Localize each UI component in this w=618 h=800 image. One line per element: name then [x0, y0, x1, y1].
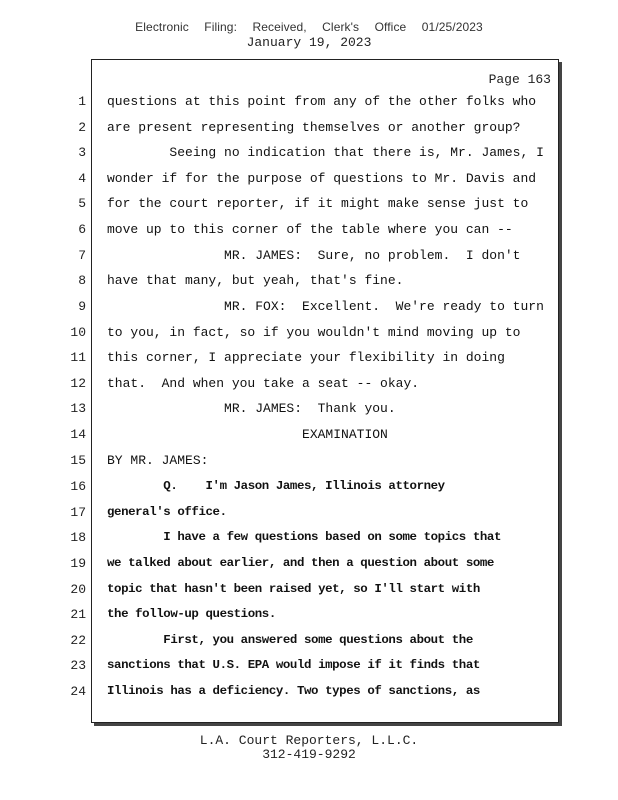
transcript-line: move up to this corner of the table where you can -- — [107, 222, 513, 237]
line-number: 2 — [78, 120, 86, 135]
line-number: 19 — [70, 556, 86, 571]
hearing-date: January 19, 2023 — [246, 35, 372, 50]
filing-stamp-word-office: Office — [374, 20, 407, 34]
line-number: 5 — [78, 196, 86, 211]
filing-stamp-word-electronic: Electronic — [135, 20, 189, 34]
transcript-line: we talked about earlier, and then a question about some — [107, 556, 494, 570]
line-number: 12 — [70, 376, 86, 391]
line-number: 4 — [78, 171, 86, 186]
line-number: 8 — [78, 273, 86, 288]
transcript-line: the follow-up questions. — [107, 607, 276, 621]
transcript-line: general's office. — [107, 505, 227, 519]
transcript-line: questions at this point from any of the other folks who — [107, 94, 537, 109]
line-number: 11 — [70, 350, 86, 365]
page-number: Page 163 — [488, 72, 551, 87]
filing-stamp-word-clerks: Clerk's — [322, 20, 360, 34]
transcript-line: First, you answered some questions about the — [107, 633, 473, 647]
transcript-line: have that many, but yeah, that's fine. — [107, 273, 404, 288]
filing-stamp-date: 01/25/2023 — [421, 20, 483, 34]
line-number: 23 — [70, 658, 86, 673]
line-number: 1 — [78, 94, 86, 109]
transcript-line: Seeing no indication that there is, Mr. James, I — [107, 145, 544, 160]
line-number: 7 — [78, 248, 86, 263]
transcript-line: this corner, I appreciate your flexibility in doing — [107, 350, 505, 365]
line-number: 20 — [70, 582, 86, 597]
line-number: 15 — [70, 453, 86, 468]
filing-stamp — [0, 20, 618, 34]
transcript-line: MR. FOX: Excellent. We're ready to turn — [107, 299, 544, 314]
line-number: 22 — [70, 633, 86, 648]
line-number: 21 — [70, 607, 86, 622]
transcript-line: wonder if for the purpose of questions to Mr. Davis and — [107, 171, 537, 186]
line-number: 17 — [70, 505, 86, 520]
transcript-line: BY MR. JAMES: — [107, 453, 209, 468]
line-number: 14 — [70, 427, 86, 442]
transcript-line: Illinois has a deficiency. Two types of sanctions, as — [107, 684, 480, 698]
footer-company-name: L.A. Court Reporters, L.L.C. — [199, 733, 419, 748]
filing-stamp-word-received: Received, — [252, 20, 307, 34]
filing-stamp-word-filing: Filing: — [204, 20, 238, 34]
transcript-line: are present representing themselves or another group? — [107, 120, 521, 135]
transcript-line: topic that hasn't been raised yet, so I'll start with — [107, 582, 480, 596]
line-number: 18 — [70, 530, 86, 545]
transcript-line: MR. JAMES: Thank you. — [107, 401, 396, 416]
footer-phone-number: 312-419-9292 — [262, 747, 356, 762]
transcript-line: to you, in fact, so if you wouldn't mind moving up to — [107, 325, 521, 340]
line-number: 13 — [70, 401, 86, 416]
line-number: 3 — [78, 145, 86, 160]
transcript-line: I have a few questions based on some topics that — [107, 530, 501, 544]
transcript-line: for the court reporter, if it might make sense just to — [107, 196, 529, 211]
transcript-line: Q. I'm Jason James, Illinois attorney — [107, 479, 445, 493]
transcript-line: sanctions that U.S. EPA would impose if it finds that — [107, 658, 480, 672]
line-number: 16 — [70, 479, 86, 494]
transcript-line: that. And when you take a seat -- okay. — [107, 376, 420, 391]
transcript-line: MR. JAMES: Sure, no problem. I don't — [107, 248, 521, 263]
line-number: 9 — [78, 299, 86, 314]
line-number: 24 — [70, 684, 86, 699]
line-number: 6 — [78, 222, 86, 237]
section-heading-examination: EXAMINATION — [107, 427, 388, 442]
line-number: 10 — [70, 325, 86, 340]
